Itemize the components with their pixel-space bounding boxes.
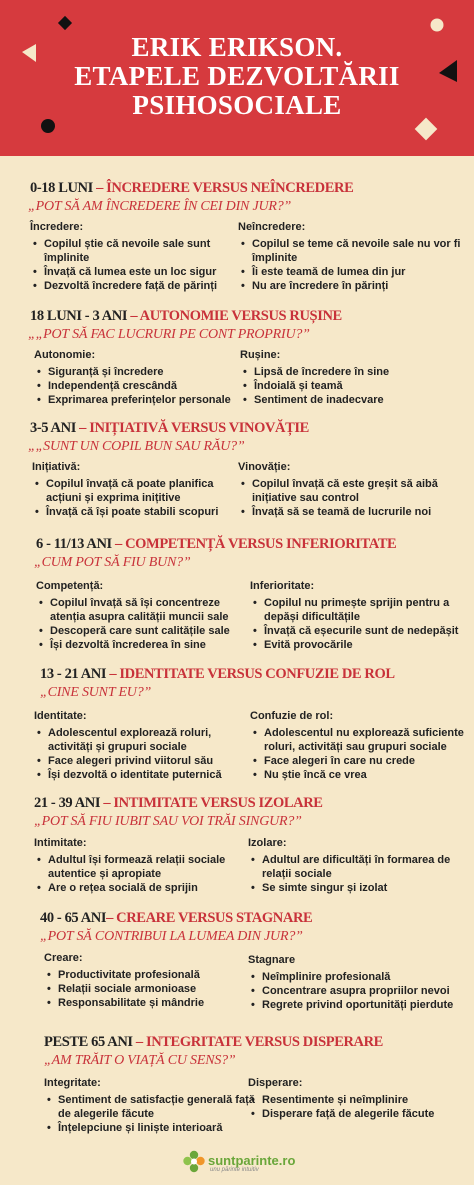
list-item: • Exprimarea preferințelor personale — [34, 393, 249, 407]
negative-heading: Izolare: — [248, 837, 287, 849]
stage-theme: – ÎNCREDERE VERSUS NEÎNCREDERE — [92, 180, 354, 196]
stage-age: PESTE 65 ANI — [44, 1034, 133, 1050]
negative-column — [238, 221, 464, 293]
stage-age: 21 - 39 ANI — [34, 795, 101, 811]
positive-heading: Identitate: — [34, 710, 87, 722]
cream-diamond-shape — [415, 118, 438, 141]
stage-theme: – CREARE VERSUS STAGNARE — [106, 910, 313, 926]
negative-list — [248, 853, 463, 895]
negative-list — [238, 237, 464, 293]
stage-heading — [30, 420, 309, 437]
list-item: • Concentrare asupra propriilor nevoi — [248, 984, 468, 998]
list-item: • Independență crescândă — [34, 379, 249, 393]
negative-heading: Rușine: — [240, 349, 281, 361]
stage-theme: – AUTONOMIE VERSUS RUȘINE — [127, 308, 342, 324]
list-item: • Copilul se teme că nevoile sale nu vor fi împlinite — [238, 237, 464, 265]
stage-question: „CUM POT SĂ FIU BUN?” — [34, 555, 191, 570]
list-item: • Disperare față de alegerile făcute — [248, 1107, 463, 1121]
title-line-1: ERIK ERIKSON. — [131, 32, 343, 62]
list-item: • Dezvoltă încredere față de părinți — [30, 279, 245, 293]
stage-question: „CINE SUNT EU?” — [40, 685, 152, 700]
positive-column — [36, 580, 251, 652]
positive-list — [30, 237, 245, 293]
negative-column — [238, 461, 464, 519]
positive-list — [34, 365, 249, 407]
positive-heading: Intimitate: — [34, 837, 87, 849]
list-item: • Copilul știe că nevoile sale sunt împlinite — [30, 237, 245, 265]
brand-tagline: unu părinte intuitiv — [210, 1167, 259, 1173]
title-line-2: ETAPELE DEZVOLTĂRII — [74, 61, 400, 91]
cream-dot-shape — [431, 19, 444, 32]
list-item: • Productivitate profesională — [44, 968, 259, 982]
stage-heading — [40, 666, 395, 683]
stage-question: „AM TRĂIT O VIAȚĂ CU SENS?” — [44, 1053, 236, 1068]
positive-list — [34, 853, 249, 895]
list-item: • Responsabilitate și mândrie — [44, 996, 259, 1010]
stage-theme: – INIȚIATIVĂ VERSUS VINOVĂȚIE — [75, 420, 309, 436]
list-item: • Învață că își poate stabili scopuri — [32, 505, 247, 519]
list-item: • Își dezvoltă încrederea în sine — [36, 638, 251, 652]
negative-list — [248, 1093, 463, 1121]
stage-heading — [40, 910, 312, 927]
list-item: • Învață că lumea este un loc sigur — [30, 265, 245, 279]
positive-heading: Încredere: — [30, 221, 84, 233]
list-item: • Îi este teamă de lumea din jur — [238, 265, 464, 279]
stage-age: 0-18 LUNI — [30, 180, 93, 196]
stage-theme: – IDENTITATE VERSUS CONFUZIE DE ROL — [106, 666, 395, 682]
list-item: • Sentiment de inadecvare — [240, 393, 455, 407]
stage-age: 40 - 65 ANI — [40, 910, 107, 926]
negative-list — [250, 726, 468, 782]
negative-heading: Confuzie de rol: — [250, 710, 334, 722]
stage-age: 3-5 ANI — [30, 420, 76, 436]
negative-heading: Inferioritate: — [250, 580, 315, 592]
list-item: • Face alegeri în care nu crede — [250, 754, 468, 768]
brand-logo[interactable] — [182, 1150, 296, 1178]
positive-heading: Autonomie: — [34, 349, 96, 361]
list-item: • Adultul are dificultăți în formarea de relații sociale — [248, 853, 463, 881]
positive-heading: Integritate: — [44, 1077, 101, 1089]
stage-question: „POT SĂ FIU IUBIT SAU VOI TRĂI SINGUR?” — [34, 814, 302, 829]
positive-heading: Competență: — [36, 580, 104, 592]
stage-heading — [36, 536, 396, 553]
list-item: • Copilul învață că este greșit să aibă inițiative sau control — [238, 477, 464, 505]
positive-column — [44, 1077, 259, 1135]
list-item: • Sentiment de satisfacție generală față de alegerile făcute — [44, 1093, 259, 1121]
negative-list — [240, 365, 455, 407]
list-item: • Îndoială și teamă — [240, 379, 455, 393]
page-title — [0, 33, 474, 120]
list-item: • Siguranță și încredere — [34, 365, 249, 379]
negative-column — [248, 954, 468, 1012]
stage-heading — [30, 180, 353, 197]
list-item: • Adolescentul nu explorează suficiente roluri, activități sau grupuri sociale — [250, 726, 468, 754]
stage-question: „POT SĂ CONTRIBUI LA LUMEA DIN JUR?” — [40, 929, 303, 944]
list-item: • Nu știe încă ce vrea — [250, 768, 468, 782]
positive-column — [32, 461, 247, 519]
list-item: • Învață că eșecurile sunt de nedepășit — [250, 624, 465, 638]
positive-column — [44, 952, 259, 1010]
positive-heading: Inițiativă: — [32, 461, 81, 473]
black-diamond-shape — [58, 16, 72, 30]
positive-list — [36, 596, 251, 652]
list-item: • Adolescentul explorează roluri, activități și grupuri sociale — [34, 726, 249, 754]
list-item: • Neîmplinire profesională — [248, 970, 468, 984]
stage-theme: – INTIMITATE VERSUS IZOLARE — [100, 795, 323, 811]
list-item: • Copilul nu primește sprijin pentru a depăși dificultățile — [250, 596, 465, 624]
positive-list — [32, 477, 247, 519]
list-item: • Regrete privind oportunități pierdute — [248, 998, 468, 1012]
header-banner — [0, 0, 474, 156]
negative-column — [250, 710, 468, 782]
positive-column — [34, 349, 249, 407]
list-item: • Înțelepciune și liniște interioară — [44, 1121, 259, 1135]
stage-question: „„SUNT UN COPIL BUN SAU RĂU?” — [28, 439, 245, 454]
list-item: • Evită provocările — [250, 638, 465, 652]
negative-heading: Neîncredere: — [238, 221, 306, 233]
positive-column — [34, 837, 249, 895]
positive-column — [30, 221, 245, 293]
list-item: • Face alegeri privind viitorul său — [34, 754, 249, 768]
stage-theme: – INTEGRITATE VERSUS DISPERARE — [132, 1034, 383, 1050]
title-line-3: PSIHOSOCIALE — [132, 90, 342, 120]
black-dot-shape — [41, 119, 55, 133]
negative-column — [248, 1077, 463, 1121]
positive-list — [44, 968, 259, 1010]
stages-container — [0, 156, 474, 1185]
negative-column — [240, 349, 455, 407]
list-item: • Are o rețea socială de sprijin — [34, 881, 249, 895]
stage-heading — [44, 1034, 383, 1051]
negative-heading: Stagnare — [248, 954, 296, 966]
list-item: • Descoperă care sunt calitățile sale — [36, 624, 251, 638]
stage-heading — [34, 795, 323, 812]
positive-list — [34, 726, 249, 782]
list-item: • Resentimente și neîmplinire — [248, 1093, 463, 1107]
negative-heading: Disperare: — [248, 1077, 303, 1089]
stage-question: „„POT SĂ FAC LUCRURI PE CONT PROPRIU?” — [28, 327, 310, 342]
stage-question: „POT SĂ AM ÎNCREDERE ÎN CEI DIN JUR?” — [28, 199, 292, 214]
stage-theme: – COMPETENȚĂ VERSUS INFERIORITATE — [111, 536, 397, 552]
stage-heading — [30, 308, 342, 325]
negative-list — [250, 596, 465, 652]
stage-age: 13 - 21 ANI — [40, 666, 107, 682]
negative-list — [238, 477, 464, 519]
negative-column — [248, 837, 463, 895]
list-item: • Adultul își formează relații sociale autentice și apropiate — [34, 853, 249, 881]
positive-heading: Creare: — [44, 952, 83, 964]
stage-age: 6 - 11/13 ANI — [36, 536, 112, 552]
list-item: • Relații sociale armonioase — [44, 982, 259, 996]
list-item: • Copilul învață că poate planifica acțiuni și exprima inițitive — [32, 477, 247, 505]
list-item: • Învață să se teamă de lucrurile noi — [238, 505, 464, 519]
flower-logo-icon — [182, 1150, 206, 1174]
negative-heading: Vinovăție: — [238, 461, 291, 473]
list-item: • Se simte singur și izolat — [248, 881, 463, 895]
list-item: • Copilul învață să își concentreze atenția asupra calității muncii sale — [36, 596, 251, 624]
positive-list — [44, 1093, 259, 1135]
stage-age: 18 LUNI - 3 ANI — [30, 308, 128, 324]
list-item: • Lipsă de încredere în sine — [240, 365, 455, 379]
list-item: • Își dezvoltă o identitate puternică — [34, 768, 249, 782]
negative-column — [250, 580, 465, 652]
brand-name: suntparinte.ro — [208, 1153, 296, 1168]
positive-column — [34, 710, 249, 782]
list-item: • Nu are încredere în părinți — [238, 279, 464, 293]
negative-list — [248, 970, 468, 1012]
